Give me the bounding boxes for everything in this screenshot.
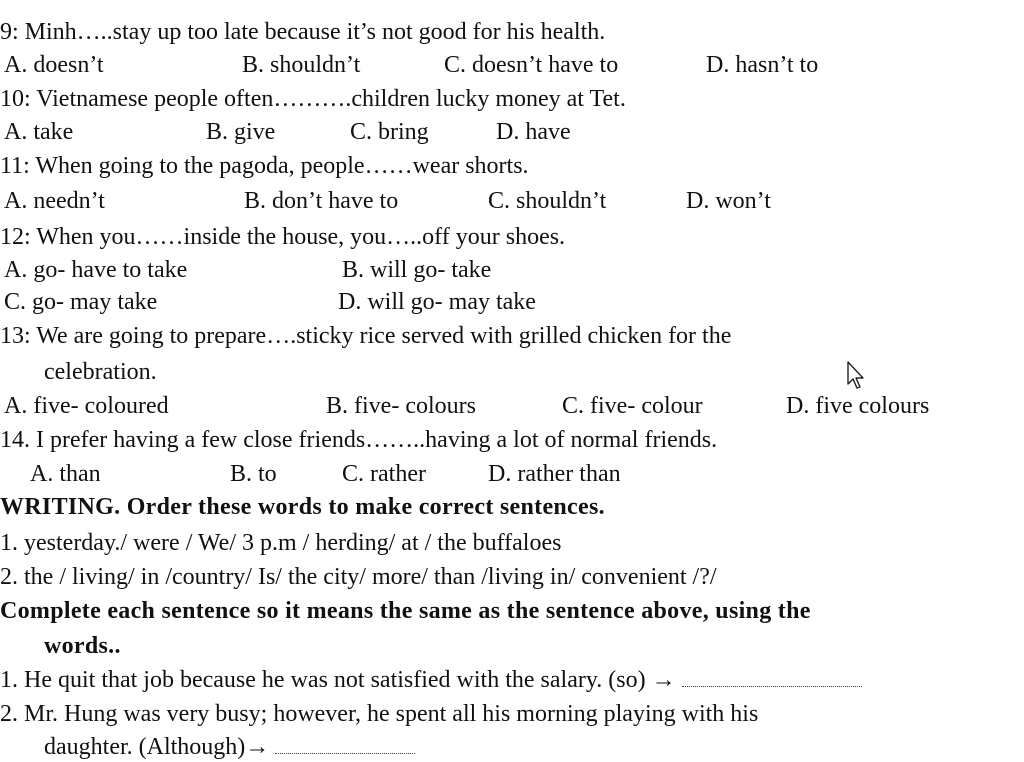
question-10-option-a: A. take xyxy=(4,119,74,145)
question-10-option-c: C. bring xyxy=(350,119,429,145)
rewrite-item-2-cont-text: daughter. (Although)→ xyxy=(44,734,270,760)
rewrite-item-2-continued xyxy=(44,732,415,762)
question-14-option-a: A. than xyxy=(30,461,101,487)
question-11-option-d: D. won’t xyxy=(686,188,771,214)
question-12-option-d: D. will go- may take xyxy=(338,289,536,315)
question-14-option-d: D. rather than xyxy=(488,461,621,487)
question-9-option-d: D. hasn’t to xyxy=(706,52,819,78)
rewrite-item-1-text: 1. He quit that job because he was not satisfied with the salary. (so) → xyxy=(0,667,676,693)
question-12-option-a: A. go- have to take xyxy=(4,257,188,283)
question-14-option-c: C. rather xyxy=(342,461,426,487)
rewrite-heading-continued: words.. xyxy=(44,633,121,659)
question-13-stem-continued: celebration. xyxy=(44,359,157,385)
mouse-pointer-icon xyxy=(846,360,866,390)
question-13-stem: 13: We are going to prepare….sticky rice served with grilled chicken for the xyxy=(0,323,732,349)
question-12-option-b: B. will go- take xyxy=(342,257,492,283)
question-10-option-d: D. have xyxy=(496,119,571,145)
question-11-option-c: C. shouldn’t xyxy=(488,188,607,214)
question-14-stem: 14. I prefer having a few close friends……..having a lot of normal friends. xyxy=(0,427,718,453)
question-10-option-b: B. give xyxy=(206,119,276,145)
question-9-stem: 9: Minh…..stay up too late because it’s not good for his health. xyxy=(0,19,606,45)
writing-item-1: 1. yesterday./ were / We/ 3 p.m / herding/ at / the buffaloes xyxy=(0,530,562,556)
rewrite-heading: Complete each sentence so it means the same as the sentence above, using the xyxy=(0,598,811,624)
writing-item-2: 2. the / living/ in /country/ Is/ the city/ more/ than /living in/ convenient /?/ xyxy=(0,564,717,590)
rewrite-item-2: 2. Mr. Hung was very busy; however, he spent all his morning playing with his xyxy=(0,701,759,727)
question-11-stem: 11: When going to the pagoda, people……wear shorts. xyxy=(0,153,529,179)
question-13-option-d: D. five colours xyxy=(786,393,930,419)
rewrite-item-1 xyxy=(0,665,862,695)
question-14-option-b: B. to xyxy=(230,461,277,487)
question-12-stem: 12: When you……inside the house, you…..off your shoes. xyxy=(0,224,566,250)
question-13-option-b: B. five- colours xyxy=(326,393,476,419)
question-12-option-c: C. go- may take xyxy=(4,289,158,315)
question-11-option-a: A. needn’t xyxy=(4,188,105,214)
question-10-stem: 10: Vietnamese people often……….children lucky money at Tet. xyxy=(0,86,626,112)
question-9-option-a: A. doesn’t xyxy=(4,52,104,78)
answer-blank-1 xyxy=(682,686,862,687)
question-9-option-b: B. shouldn’t xyxy=(242,52,361,78)
question-13-option-a: A. five- coloured xyxy=(4,393,169,419)
question-13-option-c: C. five- colour xyxy=(562,393,703,419)
question-9-option-c: C. doesn’t have to xyxy=(444,52,619,78)
question-11-option-b: B. don’t have to xyxy=(244,188,399,214)
writing-heading: WRITING. Order these words to make correct sentences. xyxy=(0,494,605,520)
